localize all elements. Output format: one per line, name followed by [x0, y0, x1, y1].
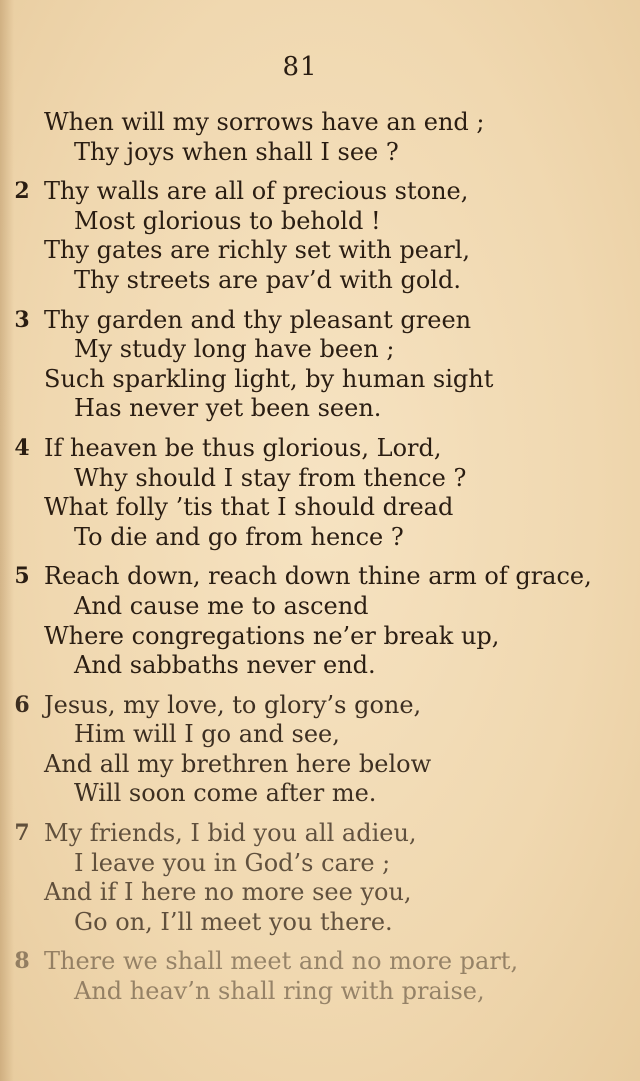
verse-line: If heaven be thus glorious, Lord, [44, 433, 442, 462]
verse-number: 6 [14, 691, 30, 718]
verse-line: Him will I go and see, [74, 720, 340, 749]
verse-line: To die and go from hence ? [74, 522, 404, 551]
verse-line: Such sparkling light, by human sight [44, 364, 494, 393]
verse-line: Thy gates are richly set with pearl, [44, 236, 471, 265]
verse-line: Jesus, my love, to glory’s gone, [44, 690, 422, 719]
verse-line: Where congregations ne’er break up, [44, 621, 500, 650]
verse-line: Will soon come after me. [74, 779, 377, 808]
verse-line: Most glorious to behold ! [74, 206, 381, 235]
verse-number: 7 [14, 820, 30, 847]
stanza-8 [0, 947, 640, 1006]
verse-line: What folly ’tis that I should dread [44, 493, 454, 522]
stanza-7 [0, 819, 640, 937]
verse-number: 2 [14, 178, 30, 205]
stanza-6 [0, 691, 640, 809]
verse-line: Thy garden and thy pleasant green [44, 305, 472, 334]
verse-line: Thy streets are pav’d with gold. [74, 265, 461, 294]
verse-line: Thy joys when shall I see ? [74, 137, 399, 166]
verse-line: And heav’n shall ring with praise, [74, 977, 485, 1006]
stanza-2 [0, 177, 640, 295]
verse-line: I leave you in God’s care ; [74, 848, 391, 877]
verse-line: My friends, I bid you all adieu, [44, 819, 417, 848]
verse-line: Reach down, reach down thine arm of grace, [44, 562, 592, 591]
verse-number: 5 [14, 563, 30, 590]
stanza-continued [0, 108, 640, 167]
verse-line: When will my sorrows have an end ; [44, 108, 485, 136]
verse-line: Thy walls are all of precious stone, [44, 177, 469, 206]
stanza-3 [0, 306, 640, 424]
stanza-4 [0, 434, 640, 552]
verse-number: 8 [14, 948, 30, 975]
verse-line: My study long have been ; [74, 335, 395, 364]
verse-line: And if I here no more see you, [44, 878, 412, 907]
verse-line: And all my brethren here below [44, 749, 432, 778]
verse-number: 3 [14, 306, 30, 333]
stanza-5 [0, 562, 640, 680]
verse-line: And cause me to ascend [74, 591, 369, 620]
verse-line: And sabbaths never end. [74, 651, 376, 680]
verse-line: Go on, I’ll meet you there. [74, 907, 393, 936]
page-number: 81 [282, 52, 318, 82]
verse-number: 4 [14, 434, 30, 461]
hymn-text [0, 108, 640, 1017]
verse-line: There we shall meet and no more part, [44, 947, 519, 976]
verse-line: Has never yet been seen. [74, 394, 382, 423]
verse-line: Why should I stay from thence ? [74, 463, 467, 492]
